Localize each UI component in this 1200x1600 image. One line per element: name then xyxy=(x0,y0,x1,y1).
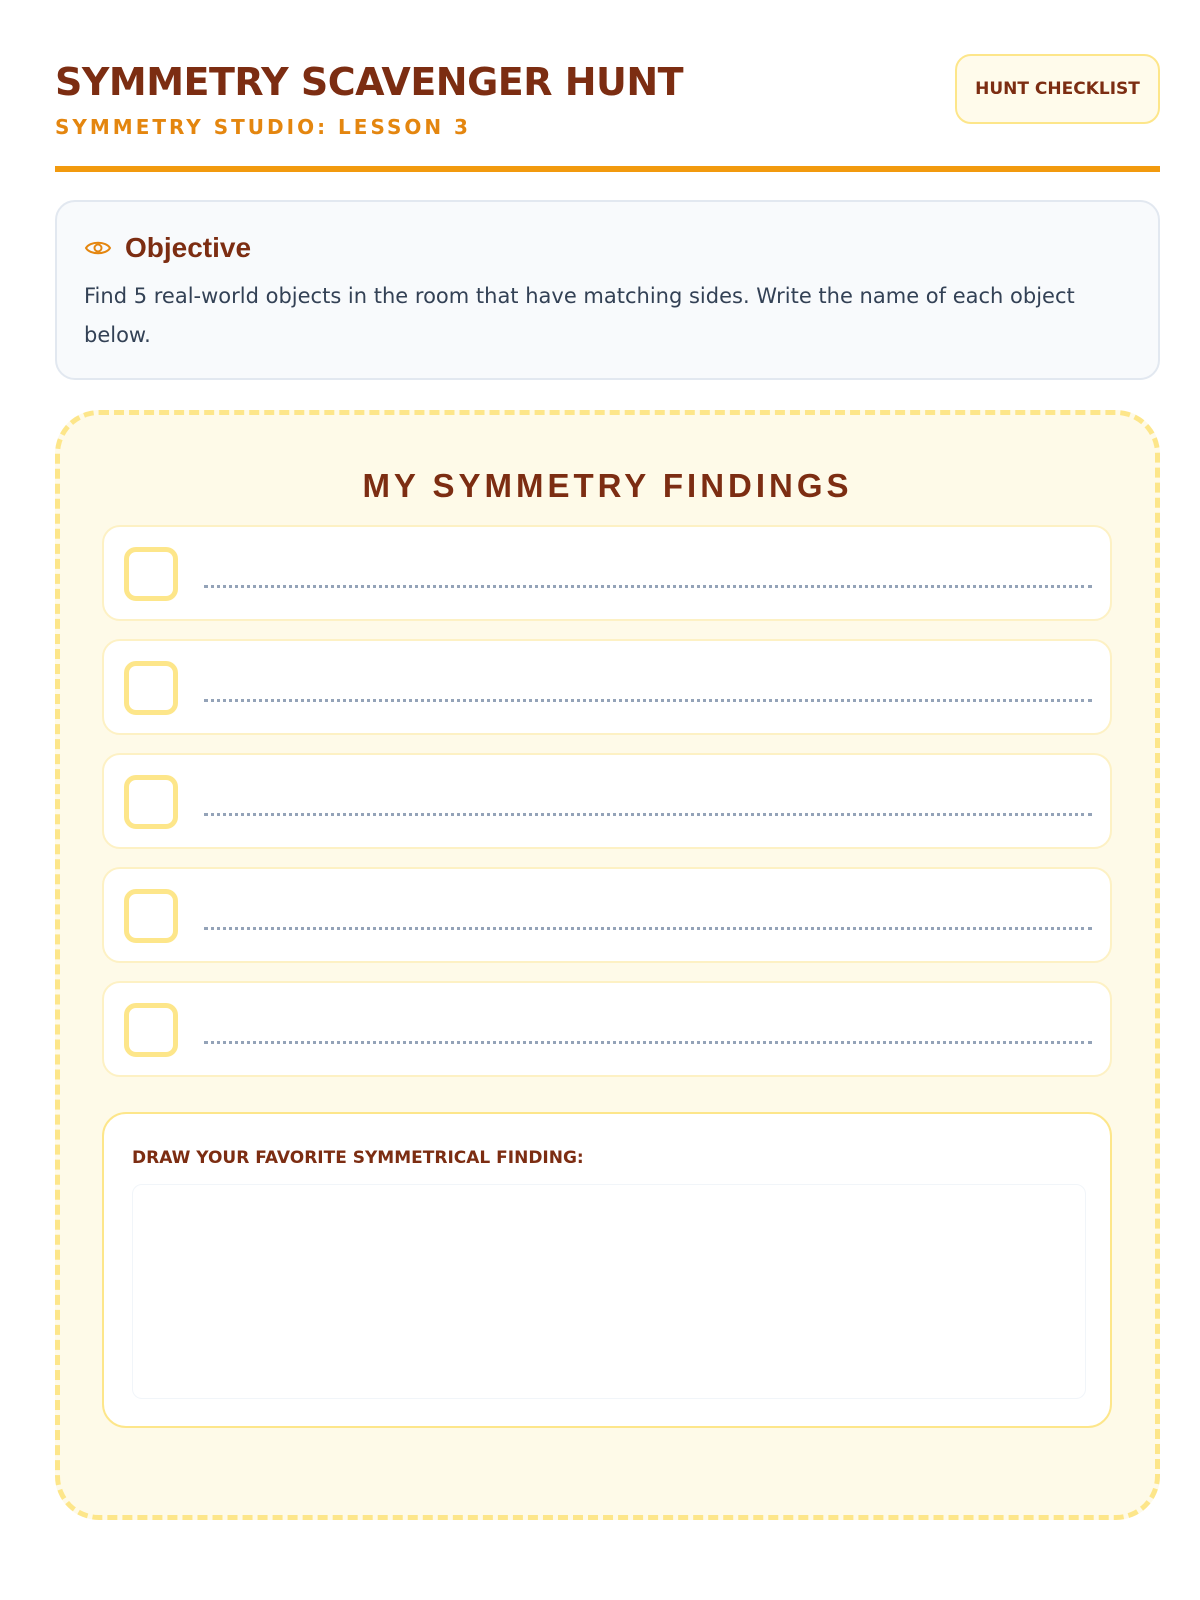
drawing-area[interactable] xyxy=(132,1184,1086,1399)
finding-input-2[interactable] xyxy=(204,699,1092,702)
finding-row-5 xyxy=(102,981,1112,1077)
finding-checkbox-2[interactable] xyxy=(124,661,178,715)
drawing-section xyxy=(102,1112,1112,1428)
finding-row-1 xyxy=(102,525,1112,621)
finding-row-4 xyxy=(102,867,1112,963)
finding-input-3[interactable] xyxy=(204,813,1092,816)
lesson-subtitle: SYMMETRY STUDIO: LESSON 3 xyxy=(55,115,471,139)
objective-instructions: Find 5 real-world objects in the room that have matching sides. Write the name of each object below. xyxy=(84,284,1075,347)
finding-checkbox-4[interactable] xyxy=(124,889,178,943)
worksheet-header xyxy=(55,50,1160,172)
finding-checkbox-1[interactable] xyxy=(124,547,178,601)
finding-row-3 xyxy=(102,753,1112,849)
hunt-checklist-badge: HUNT CHECKLIST xyxy=(955,54,1160,124)
findings-title: MY SYMMETRY FINDINGS xyxy=(362,467,853,504)
finding-row-2 xyxy=(102,639,1112,735)
finding-checkbox-5[interactable] xyxy=(124,1003,178,1057)
worksheet-page xyxy=(55,50,1160,1168)
finding-input-1[interactable] xyxy=(204,585,1092,588)
eye-icon xyxy=(84,234,112,262)
finding-input-5[interactable] xyxy=(204,1041,1092,1044)
findings-panel xyxy=(55,410,1160,1520)
drawing-label: DRAW YOUR FAVORITE SYMMETRICAL FINDING: xyxy=(132,1148,584,1168)
objective-title: Objective xyxy=(125,232,252,263)
finding-input-4[interactable] xyxy=(204,927,1092,930)
finding-checkbox-3[interactable] xyxy=(124,775,178,829)
page-title: SYMMETRY SCAVENGER HUNT xyxy=(55,60,684,104)
objective-heading xyxy=(84,232,251,264)
objective-card xyxy=(55,200,1160,380)
